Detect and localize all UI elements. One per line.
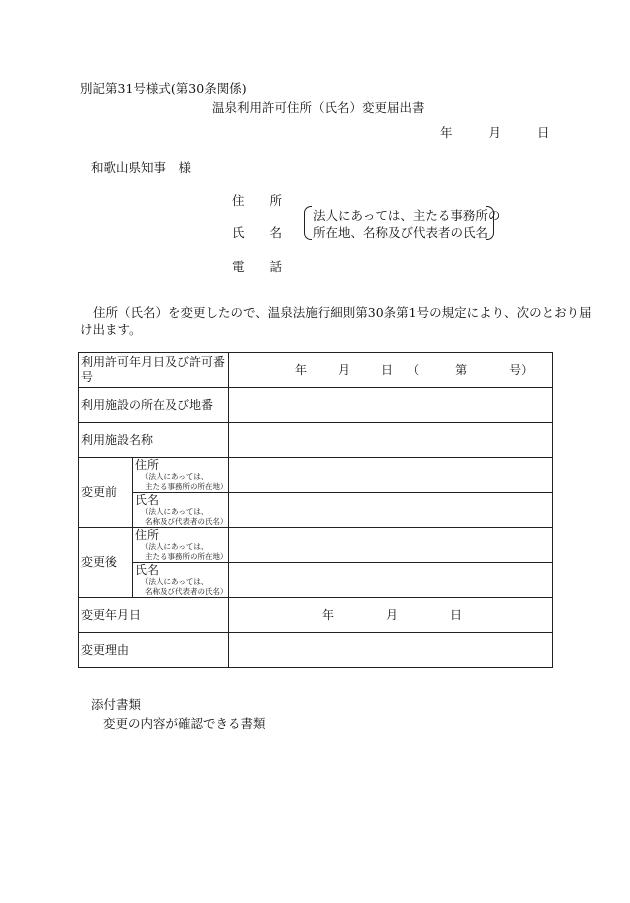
change-reason-row [79, 633, 553, 668]
bracket-left [304, 206, 312, 240]
attachments-item: 変更の内容が確認できる書類 [103, 716, 266, 731]
before-name-label-cell [133, 493, 229, 528]
permit-open-paren: （ [407, 362, 420, 377]
after-address-value[interactable] [229, 528, 553, 563]
before-name-value[interactable] [229, 493, 553, 528]
facility-name-value[interactable] [229, 423, 553, 458]
applicant-phone-label: 電 話 [232, 259, 283, 274]
before-address-row [79, 458, 553, 493]
before-name-note1: （法人にあっては、 [141, 507, 209, 516]
facility-name-row [79, 423, 553, 458]
body-text-line1: 住所（氏名）を変更したので、温泉法施行細則第30条第1号の規定により、次のとおり届 [93, 305, 592, 320]
change-date-label: 変更年月日 [79, 598, 229, 633]
change-reason-label: 変更理由 [79, 633, 229, 668]
permit-number-suffix: 号） [509, 362, 534, 377]
after-name-note2: 名称及び代表者の氏名） [145, 586, 228, 596]
after-label: 変更後 [79, 528, 133, 598]
before-address-note2: 主たる事務所の所在地） [145, 481, 228, 491]
change-reason-value[interactable] [229, 633, 553, 668]
after-name-row [79, 563, 553, 598]
after-address-label: 住所 [135, 528, 160, 542]
permit-day: 日 [381, 362, 394, 377]
corporate-note-line1: 法人にあっては、主たる事務所の [313, 208, 501, 223]
permit-label-cell [79, 353, 229, 388]
notification-table [78, 352, 553, 668]
change-date-day: 日 [450, 607, 463, 622]
before-address-label: 住所 [135, 458, 160, 472]
before-name-label: 氏名 [135, 493, 160, 507]
before-address-label-cell [133, 458, 229, 493]
change-date-year: 年 [322, 607, 335, 622]
after-name-note1: （法人にあっては、 [141, 577, 209, 586]
attachments-heading: 添付書類 [91, 697, 142, 712]
document-title: 温泉利用許可住所（氏名）変更届出書 [212, 100, 425, 115]
permit-value-cell[interactable] [229, 353, 553, 388]
submission-date [440, 125, 549, 141]
after-name-value[interactable] [229, 563, 553, 598]
before-name-row [79, 493, 553, 528]
applicant-address-label: 住 所 [232, 193, 283, 208]
before-address-note1: （法人にあっては、 [141, 472, 209, 481]
before-name-note2: 名称及び代表者の氏名） [145, 516, 228, 526]
body-text-line2: け出ます。 [80, 322, 142, 337]
after-address-label-cell [133, 528, 229, 563]
permit-number-prefix: 第 [455, 362, 468, 377]
before-address-value[interactable] [229, 458, 553, 493]
change-date-value[interactable] [229, 598, 553, 633]
corporate-note-line2: 所在地、名称及び代表者の氏名 [313, 225, 489, 240]
after-address-note2: 主たる事務所の所在地） [145, 551, 228, 561]
facility-address-row [79, 388, 553, 423]
facility-name-label: 利用施設名称 [79, 423, 229, 458]
permit-month: 月 [338, 362, 351, 377]
permit-label-line2: 号 [81, 370, 94, 384]
permit-label-line1: 利用許可年月日及び許可番 [81, 355, 226, 369]
facility-address-label: 利用施設の所在及び地番 [79, 388, 229, 423]
after-address-row [79, 528, 553, 563]
change-date-month: 月 [386, 607, 399, 622]
date-day-label: 日 [536, 125, 550, 140]
permit-year: 年 [295, 362, 308, 377]
addressee: 和歌山県知事 様 [91, 160, 192, 175]
date-year-label: 年 [440, 125, 453, 140]
form-code: 別記第31号様式(第30条関係) [80, 81, 247, 96]
after-name-label-cell [133, 563, 229, 598]
after-address-note1: （法人にあっては、 [141, 542, 209, 551]
before-label: 変更前 [79, 458, 133, 528]
permit-row [79, 353, 553, 388]
facility-address-value[interactable] [229, 388, 553, 423]
date-month-label: 月 [488, 125, 501, 140]
applicant-name-label: 氏 名 [232, 225, 283, 240]
change-date-row [79, 598, 553, 633]
after-name-label: 氏名 [135, 563, 160, 577]
